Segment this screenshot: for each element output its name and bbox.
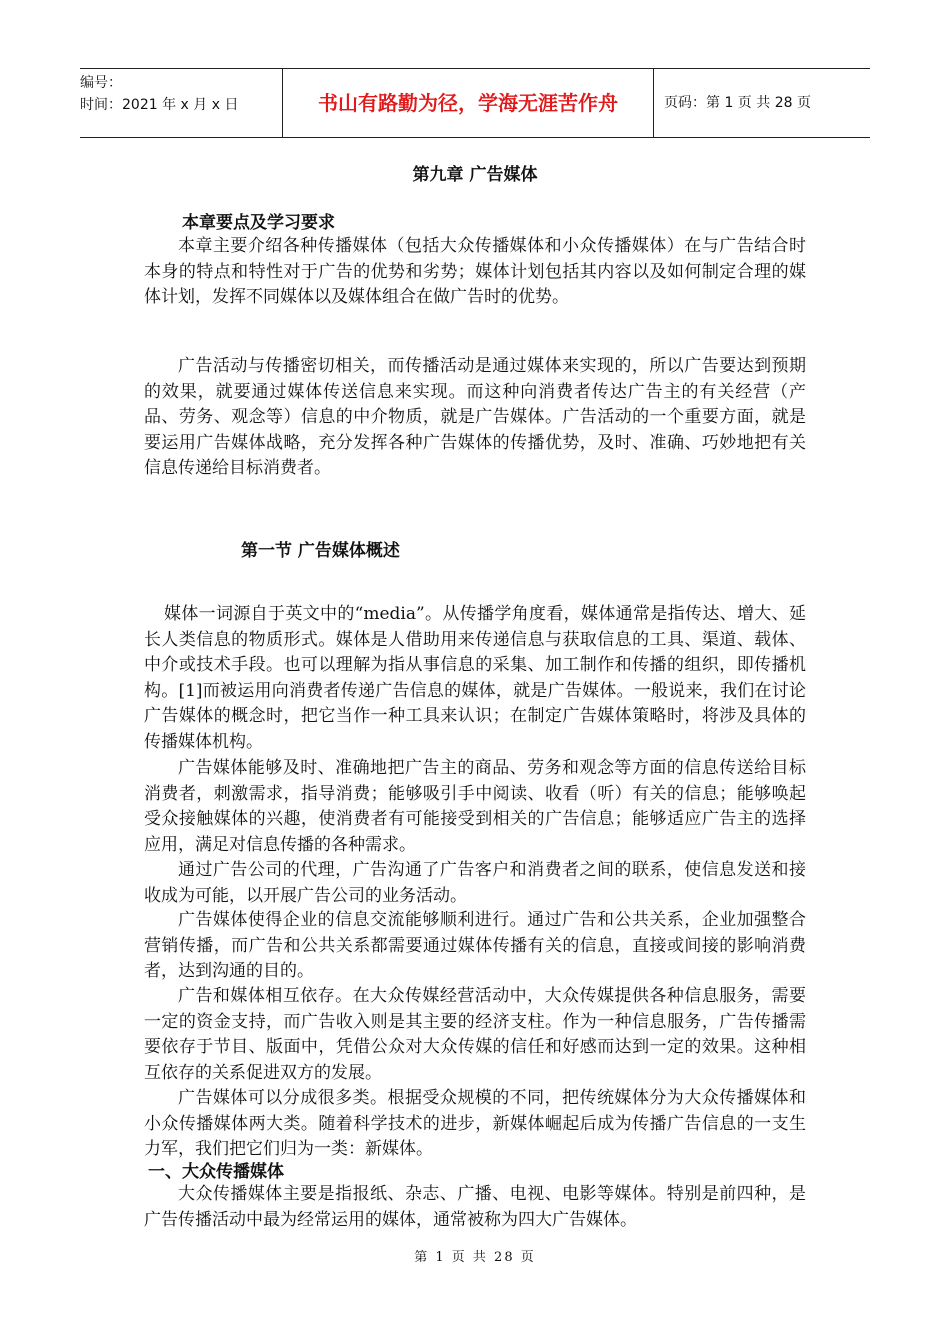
header-meta-cell [80, 69, 282, 137]
header-number: 编号： [80, 75, 122, 91]
requirements-heading: 本章要点及学习要求 [182, 213, 335, 233]
page-header-table [80, 68, 870, 138]
paragraph-5: 通过广告公司的代理，广告沟通了广告客户和消费者之间的联系，使信息发送和接收成为可能，以开展广告公司的业务活动。 [144, 860, 806, 906]
section-title: 第一节 广告媒体概述 [241, 541, 400, 561]
paragraph-7: 广告和媒体相互依存。在大众传媒经营活动中，大众传媒提供各种信息服务，需要一定的资金支持，而广告收入则是其主要的经济支柱。作为一种信息服务，广告传播需要依存于节目、版面中，凭借公众对大众传媒的信任和好感而达到一定的效果。这种相互依存的关系促进双方的发展。 [144, 986, 806, 1083]
page-footer: 第 1 页 共 28 页 [414, 1250, 536, 1265]
paragraph-6: 广告媒体使得企业的信息交流能够顺利进行。通过广告和公共关系，企业加强整合营销传播，而广告和公共关系都需要通过媒体传播有关的信息，直接或间接的影响消费者，达到沟通的目的。 [144, 910, 806, 982]
subsection-title: 一、大众传播媒体 [148, 1162, 284, 1182]
header-motto: 书山有路勤为径，学海无涯苦作舟 [282, 69, 654, 137]
paragraph-2: 广告活动与传播密切相关，而传播活动是通过媒体来实现的，所以广告要达到预期的效果，就要通过媒体传送信息来实现。而这种向消费者传达广告主的有关经营（产品、劳务、观念等）信息的中介物质，就是广告媒体。广告活动的一个重要方面，就是要运用广告媒体战略，充分发挥各种广告媒体的传播优势，及时、准确、巧妙地把有关信息传递给目标消费者。 [144, 356, 806, 479]
chapter-title: 第九章 广告媒体 [412, 165, 538, 185]
header-time: 时间：2021 年 x 月 x 日 [80, 97, 239, 113]
paragraph-8: 广告媒体可以分成很多类。根据受众规模的不同，把传统媒体分为大众传播媒体和小众传播媒体两大类。随着科学技术的进步，新媒体崛起后成为传播广告信息的一支生力军，我们把它们归为一类：新媒体。 [144, 1088, 806, 1160]
paragraph-4: 广告媒体能够及时、准确地把广告主的商品、劳务和观念等方面的信息传送给目标消费者，刺激需求，指导消费；能够吸引手中阅读、收看（听）有关的信息；能够唤起受众接触媒体的兴趣，使消费者有可能接受到相关的广告信息；能够适应广告主的选择应用，满足对信息传播的各种需求。 [144, 758, 806, 855]
paragraph-3: 媒体一词源自于英文中的“media”。从传播学角度看，媒体通常是指传达、增大、延长人类信息的物质形式。媒体是人借助用来传递信息与获取信息的工具、渠道、载体、中介或技术手段。也可以理解为指从事信息的采集、加工制作和传播的组织，即传播机构。[1]而被运用向消费者传递广告信息的媒体，就是广告媒体。一般说来，我们在讨论广告媒体的概念时，把它当作一种工具来认识；在制定广告媒体策略时，将涉及具体的传播媒体机构。 [144, 604, 806, 752]
paragraph-9: 大众传播媒体主要是指报纸、杂志、广播、电视、电影等媒体。特别是前四种，是广告传播活动中最为经常运用的媒体，通常被称为四大广告媒体。 [144, 1184, 806, 1230]
paragraph-1: 本章主要介绍各种传播媒体（包括大众传播媒体和小众传播媒体）在与广告结合时本身的特点和特性对于广告的优势和劣势；媒体计划包括其内容以及如何制定合理的媒体计划，发挥不同媒体以及媒体组合在做广告时的优势。 [144, 236, 806, 308]
header-page-info: 页码：第 1 页 共 28 页 [664, 95, 811, 111]
